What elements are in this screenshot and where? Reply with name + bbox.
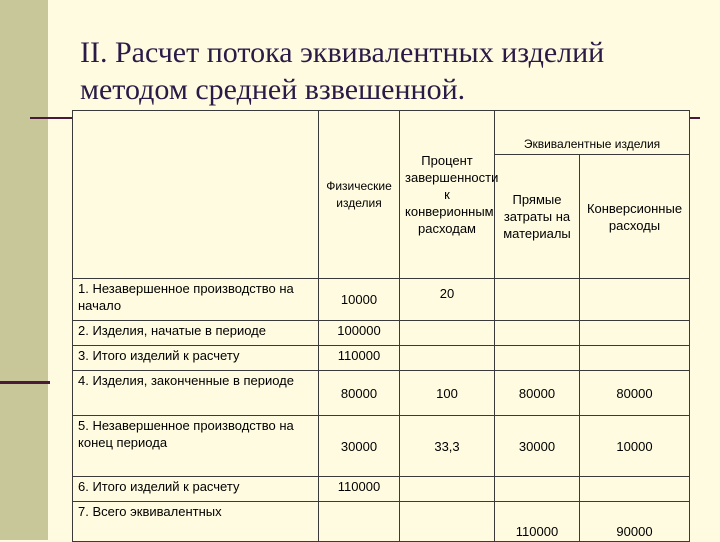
cell-conversion [580, 477, 690, 502]
row-label: 1. Незавершенное производство на начало [73, 279, 319, 321]
cell-percent: 33,3 [400, 416, 495, 477]
cell-materials [495, 477, 580, 502]
cell-physical: 80000 [319, 371, 400, 416]
cell-percent: 100 [400, 371, 495, 416]
row-label: 4. Изделия, законченные в периоде [73, 371, 319, 416]
cell-physical: 30000 [319, 416, 400, 477]
table-row [73, 279, 690, 321]
slide-title [80, 34, 700, 108]
cell-conversion [580, 346, 690, 371]
table-row [73, 371, 690, 416]
title-line-2: методом средней взвешенной. [80, 73, 466, 106]
header-direct-materials: Прямые затраты на материалы [495, 155, 580, 279]
table-row [73, 321, 690, 346]
cell-conversion [580, 321, 690, 346]
cell-materials [495, 321, 580, 346]
cell-conversion: 90000 [580, 502, 690, 542]
row-label: 5. Незавершенное производство на конец периода [73, 416, 319, 477]
row-label: 7. Всего эквивалентных [73, 502, 319, 542]
table-row [73, 477, 690, 502]
equivalent-units-table [72, 110, 690, 542]
left-decor-rule [0, 381, 50, 384]
cell-materials: 110000 [495, 502, 580, 542]
row-label: 2. Изделия, начатые в периоде [73, 321, 319, 346]
cell-materials: 80000 [495, 371, 580, 416]
cell-physical: 110000 [319, 477, 400, 502]
cell-conversion: 10000 [580, 416, 690, 477]
header-conversion-costs: Конверсионные расходы [580, 155, 690, 279]
table-row [73, 346, 690, 371]
cell-percent [400, 502, 495, 542]
cell-materials [495, 279, 580, 321]
cell-physical: 110000 [319, 346, 400, 371]
cell-physical: 100000 [319, 321, 400, 346]
table-row [73, 416, 690, 477]
table-row [73, 502, 690, 542]
header-equivalent-units: Эквивалентные изделия [495, 111, 690, 155]
cell-percent [400, 477, 495, 502]
header-empty-cell [73, 111, 319, 279]
cell-materials [495, 346, 580, 371]
left-decor-bar [0, 0, 48, 540]
cell-conversion: 80000 [580, 371, 690, 416]
row-label: 6. Итого изделий к расчету [73, 477, 319, 502]
row-label: 3. Итого изделий к расчету [73, 346, 319, 371]
cell-percent: 20 [400, 279, 495, 321]
cell-percent [400, 321, 495, 346]
header-physical-units: Физические изделия [319, 111, 400, 279]
title-line-1: II. Расчет потока эквивалентных изделий [80, 36, 605, 69]
cell-materials: 30000 [495, 416, 580, 477]
header-completion-percent: Процент завершенности к конверионным расходам [400, 111, 495, 279]
cell-physical: 10000 [319, 279, 400, 321]
cell-conversion [580, 279, 690, 321]
cell-percent [400, 346, 495, 371]
cell-physical [319, 502, 400, 542]
